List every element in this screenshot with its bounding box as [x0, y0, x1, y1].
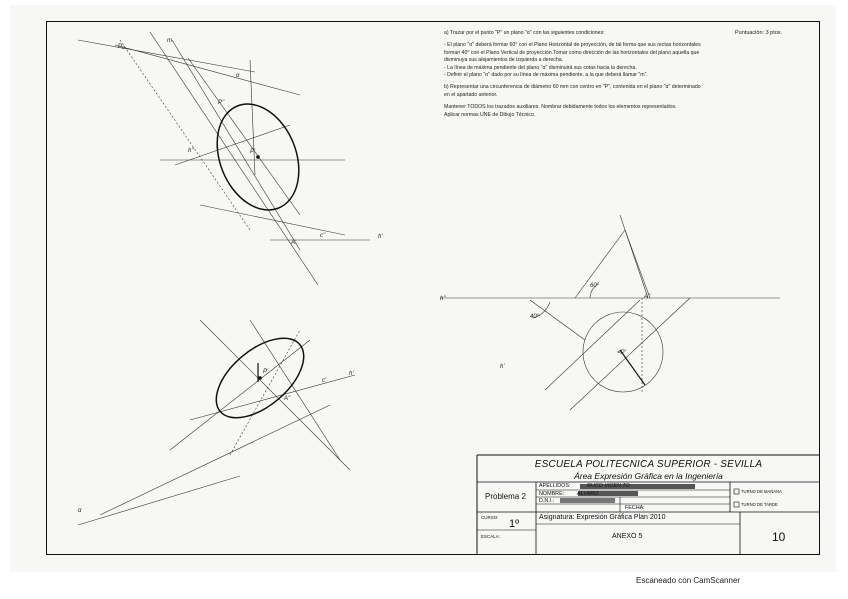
shift-morning: TURNO DE MAÑANA [741, 489, 782, 494]
anexo-label: ANEXO 5 [612, 533, 643, 540]
statement-line: - La línea de máxima pendiente del plano "α" disminuirá sus cotas hacia la derecha. [444, 64, 637, 71]
score-text: Puntuación: 3 ptos. [735, 30, 783, 36]
curso-value: 1º [509, 518, 520, 530]
label-angle-60: 60° [590, 283, 600, 289]
statement-line: a) Trazar por el punto "P" un plano "α" con las siguientes condiciones: [444, 30, 605, 36]
label-h1-bottom: h' [349, 371, 354, 377]
dni-label: D.N.I.: [539, 498, 555, 504]
label-p1: P' [250, 149, 256, 155]
title-block [477, 458, 820, 555]
label-a2: A'' [284, 396, 291, 402]
statement-line: forman 40° con el Plano Vertical de proyección.Tomar como dirección de las horizontales del plano aquella que [444, 49, 700, 56]
problem-number: Problema 2 [485, 492, 526, 501]
label-h2: h'' [188, 148, 194, 154]
label-h1: h' [378, 234, 383, 240]
fecha-label: FECHA: [625, 505, 645, 511]
asignatura: Asignatura: Expresión Gráfica Plan 2010 [539, 514, 666, 521]
label-alpha: α [236, 73, 240, 79]
label-m: m [167, 38, 172, 44]
sheet-number: 10 [772, 530, 786, 544]
label-p-bottom: P' [263, 369, 269, 375]
statement-line: disminuya sus alejamientos de izquierda a derecha. [444, 57, 564, 64]
statement-line: Aplicar normas UNE de Dibujo Técnico. [444, 111, 536, 118]
area-name: Área Expresión Gráfica en la Ingeniería [574, 471, 723, 481]
label-a2-right: A'' [644, 294, 651, 300]
label-h2-right: h'' [440, 296, 446, 302]
scanner-watermark: Escaneado con CamScanner [636, 576, 741, 585]
label-p2: P'' [218, 100, 225, 106]
label-alpha-bottom: α [78, 508, 82, 514]
statement-line: b) Representar una circunferencia de diámetro 60 mm con centro en "P", contenida en el plano "α" determinado [444, 84, 701, 91]
escala-label: ESCALA: [481, 534, 501, 539]
label-p0: P₀ [118, 44, 125, 50]
apellidos-value: RUCO VICEN TO [587, 483, 630, 489]
nombre-label: NOMBRE: [539, 491, 565, 497]
statement-line: en el apartado anterior. [444, 91, 498, 98]
label-c1: c' [322, 378, 327, 384]
curso-label: CURSO: [481, 515, 499, 520]
school-name: ESCUELA POLITECNICA SUPERIOR - SEVILLA [534, 459, 763, 470]
statement-line: - Definir el plano "α" dado por su línea de máxima pendiente, a la que deberá llamar "m". [444, 72, 648, 79]
statement-line: - El plano "α" deberá formar 60° con el Plano Horizontal de proyección, de tal forma que sus rectas horizontales [444, 42, 701, 49]
label-angle-40: 40° [530, 314, 540, 320]
nombre-value: ALVARO [577, 491, 599, 497]
label-h1-right: h' [500, 364, 505, 370]
label-a1: A' [291, 240, 297, 246]
label-p-right: =P' [617, 350, 626, 356]
statement-line: Mantener TODOS los trazados auxiliares. Nombrar debidamente todos los elementos representados. [444, 104, 677, 111]
apellidos-label: APELLIDOS: [539, 483, 571, 489]
shift-afternoon: TURNO DE TARDE [741, 502, 778, 507]
label-c2: c'' [320, 233, 326, 239]
